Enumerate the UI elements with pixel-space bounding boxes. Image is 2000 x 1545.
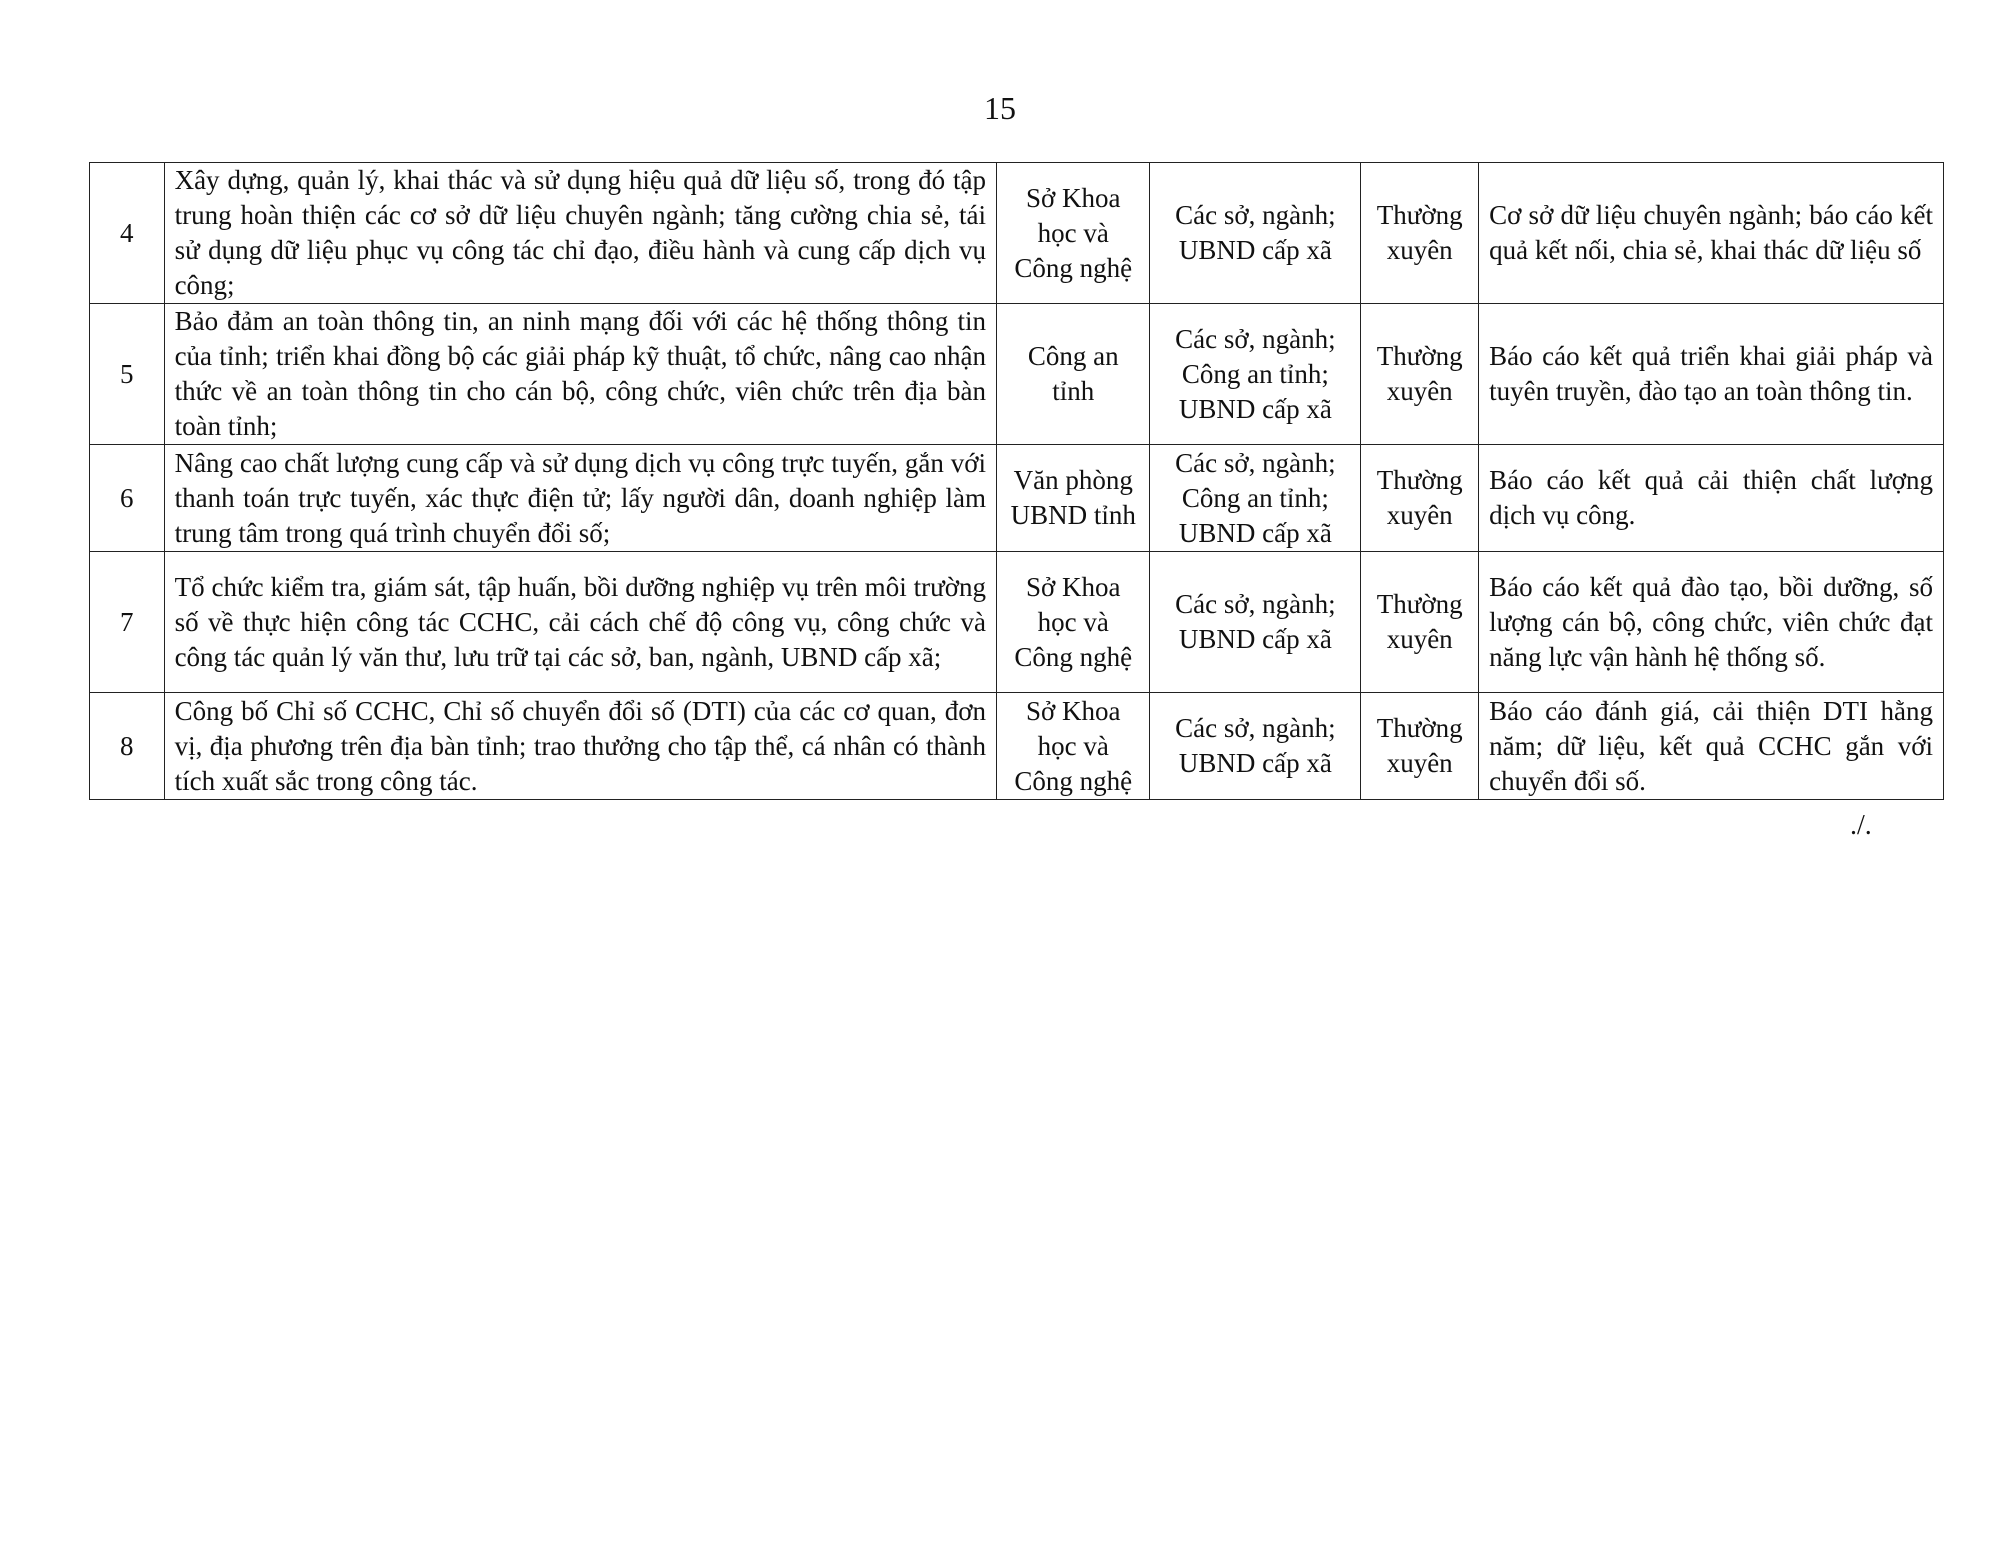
lead-agency: Công an tỉnh [996,304,1150,445]
coordinating-agencies: Các sở, ngành; UBND cấp xã [1150,163,1361,304]
lead-agency: Văn phòng UBND tỉnh [996,445,1150,552]
table-row [90,552,1944,693]
timeline: Thường xuyên [1361,552,1479,693]
lead-agency: Sở Khoa học và Công nghệ [996,693,1150,800]
table-row [90,693,1944,800]
expected-result: Báo cáo đánh giá, cải thiện DTI hằng năm; dữ liệu, kết quả CCHC gắn với chuyển đổi số. [1479,693,1944,800]
timeline: Thường xuyên [1361,445,1479,552]
coordinating-agencies: Các sở, ngành; Công an tỉnh; UBND cấp xã [1150,445,1361,552]
expected-result: Báo cáo kết quả cải thiện chất lượng dịch vụ công. [1479,445,1944,552]
task-description: Tổ chức kiểm tra, giám sát, tập huấn, bồi dưỡng nghiệp vụ trên môi trường số về thực hiện công tác CCHC, cải cách chế độ công vụ, công chức và công tác quản lý văn thư, lưu trữ tại các sở, ban, ngành, UBND cấp xã; [164,552,996,693]
end-mark: ./. [1850,810,1872,841]
row-number: 6 [90,445,165,552]
lead-agency: Sở Khoa học và Công nghệ [996,163,1150,304]
page-number: 15 [984,90,1016,126]
expected-result: Báo cáo kết quả triển khai giải pháp và tuyên truyền, đào tạo an toàn thông tin. [1479,304,1944,445]
task-description: Bảo đảm an toàn thông tin, an ninh mạng đối với các hệ thống thông tin của tỉnh; triển khai đồng bộ các giải pháp kỹ thuật, tổ chức, nâng cao nhận thức về an toàn thông tin cho cán bộ, công chức, viên chức trên địa bàn toàn tỉnh; [164,304,996,445]
expected-result: Báo cáo kết quả đào tạo, bồi dưỡng, số lượng cán bộ, công chức, viên chức đạt năng lực vận hành hệ thống số. [1479,552,1944,693]
timeline: Thường xuyên [1361,693,1479,800]
coordinating-agencies: Các sở, ngành; UBND cấp xã [1150,693,1361,800]
task-description: Xây dựng, quản lý, khai thác và sử dụng hiệu quả dữ liệu số, trong đó tập trung hoàn thiện các cơ sở dữ liệu chuyên ngành; tăng cường chia sẻ, tái sử dụng dữ liệu phục vụ công tác chỉ đạo, điều hành và cung cấp dịch vụ công; [164,163,996,304]
table-row [90,304,1944,445]
table-row [90,163,1944,304]
row-number: 7 [90,552,165,693]
coordinating-agencies: Các sở, ngành; Công an tỉnh; UBND cấp xã [1150,304,1361,445]
timeline: Thường xuyên [1361,163,1479,304]
row-number: 5 [90,304,165,445]
row-number: 4 [90,163,165,304]
expected-result: Cơ sở dữ liệu chuyên ngành; báo cáo kết quả kết nối, chia sẻ, khai thác dữ liệu số [1479,163,1944,304]
table-row [90,445,1944,552]
coordinating-agencies: Các sở, ngành; UBND cấp xã [1150,552,1361,693]
task-description: Nâng cao chất lượng cung cấp và sử dụng dịch vụ công trực tuyến, gắn với thanh toán trực tuyến, xác thực điện tử; lấy người dân, doanh nghiệp làm trung tâm trong quá trình chuyển đổi số; [164,445,996,552]
task-table [89,162,1944,800]
lead-agency: Sở Khoa học và Công nghệ [996,552,1150,693]
task-description: Công bố Chỉ số CCHC, Chỉ số chuyển đổi số (DTI) của các cơ quan, đơn vị, địa phương trên địa bàn tỉnh; trao thưởng cho tập thể, cá nhân có thành tích xuất sắc trong công tác. [164,693,996,800]
row-number: 8 [90,693,165,800]
timeline: Thường xuyên [1361,304,1479,445]
